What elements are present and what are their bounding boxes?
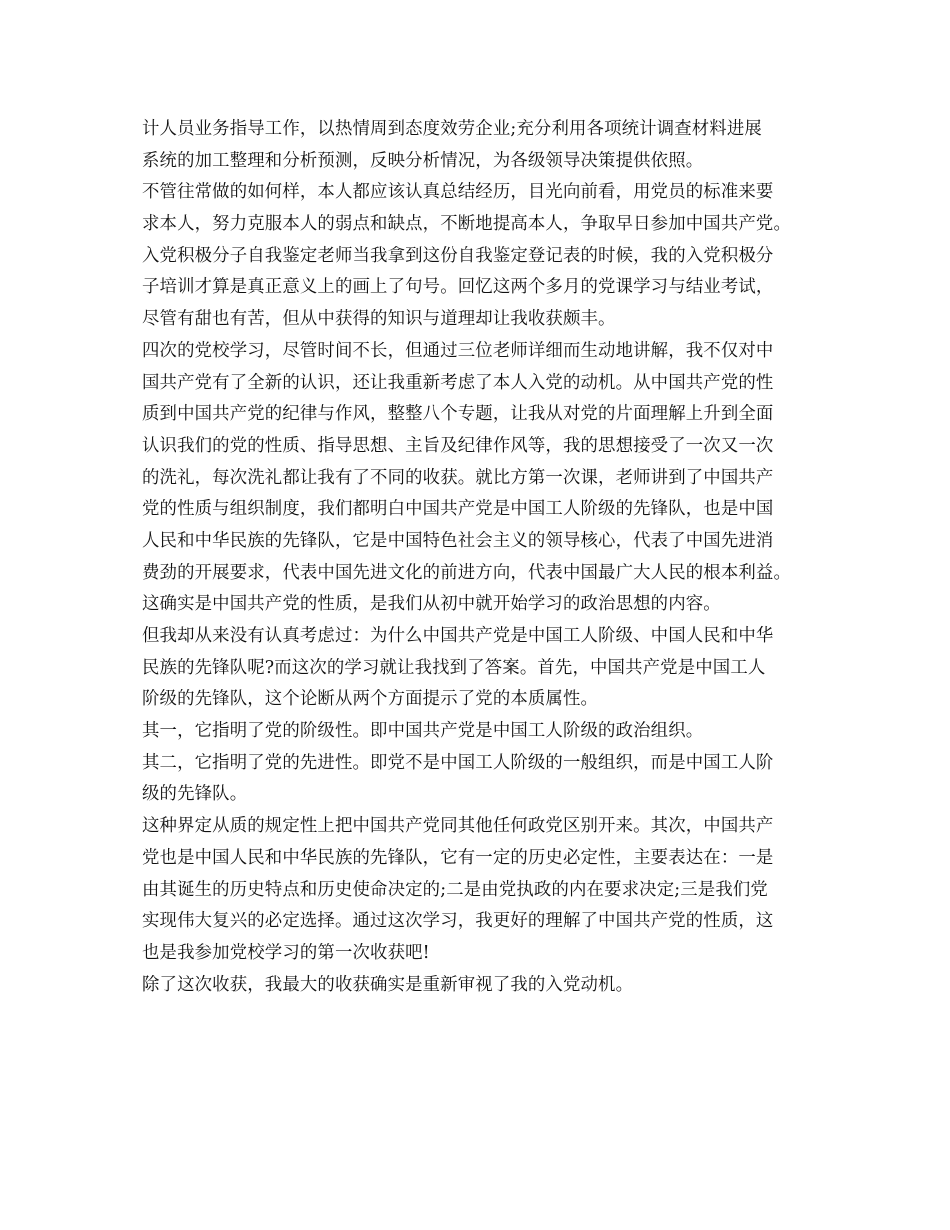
text-line: 不管往常做的如何样，本人都应该认真总结经历，目光向前看，用党员的标准来要	[142, 182, 774, 203]
text-line: 党也是中国人民和中华民族的先锋队，它有一定的历史必定性，主要表达在：一是	[142, 847, 774, 868]
text-line: 尽管有甜也有苦，但从中获得的知识与道理却让我收获颇丰。	[142, 309, 616, 330]
text-line: 其二，它指明了党的先进性。即党不是中国工人阶级的一般组织，而是中国工人阶	[142, 752, 774, 773]
text-line: 国共产党有了全新的认识，还让我重新考虑了本人入党的动机。从中国共产党的性	[142, 372, 774, 393]
text-line: 四次的党校学习，尽管时间不长，但通过三位老师详细而生动地讲解，我不仅对中	[142, 340, 774, 361]
text-line: 入党积极分子自我鉴定老师当我拿到这份自我鉴定登记表的时候，我的入党积极分	[142, 245, 774, 266]
text-line: 实现伟大复兴的必定选择。通过这次学习，我更好的理解了中国共产党的性质，这	[142, 911, 774, 932]
text-line: 费劲的开展要求，代表中国先进文化的前进方向，代表中国最广大人民的根本利益。	[142, 562, 792, 583]
text-line: 人民和中华民族的先锋队，它是中国特色社会主义的领导核心，代表了中国先进消	[142, 530, 774, 551]
text-line: 这种界定从质的规定性上把中国共产党同其他任何政党区别开来。其次，中国共产	[142, 816, 774, 837]
text-line: 党的性质与组织制度，我们都明白中国共产党是中国工人阶级的先锋队，也是中国	[142, 499, 774, 520]
text-line: 级的先锋队。	[142, 784, 248, 805]
text-line: 其一，它指明了党的阶级性。即中国共产党是中国工人阶级的政治组织。	[142, 721, 704, 742]
text-line: 计人员业务指导工作，以热情周到态度效劳企业;充分利用各项统计调查材料进展	[142, 119, 762, 139]
text-line: 民族的先锋队呢?而这次的学习就让我找到了答案。首先，中国共产党是中国工人	[142, 657, 766, 678]
text-line: 子培训才算是真正意义上的画上了句号。回忆这两个多月的党课学习与结业考试，	[142, 277, 774, 298]
text-line: 但我却从来没有认真考虑过：为什么中国共产党是中国工人阶级、中国人民和中华	[142, 626, 774, 646]
text-line: 求本人，努力克服本人的弱点和缺点，不断地提高本人，争取早日参加中国共产党。	[142, 214, 792, 235]
document-body	[142, 114, 832, 1001]
text-line: 除了这次收获，我最大的收获确实是重新审视了我的入党动机。	[142, 974, 634, 995]
text-line: 质到中国共产党的纪律与作风，整整八个专题，让我从对党的片面理解上升到全面	[142, 404, 774, 425]
text-line: 这确实是中国共产党的性质，是我们从初中就开始学习的政治思想的内容。	[142, 594, 721, 615]
text-line: 系统的加工整理和分析预测，反映分析情况，为各级领导决策提供依照。	[142, 150, 704, 171]
text-line: 阶级的先锋队，这个论断从两个方面提示了党的本质属性。	[142, 689, 599, 710]
text-line: 也是我参加党校学习的第一次收获吧!	[142, 942, 430, 963]
text-line: 的洗礼，每次洗礼都让我有了不同的收获。就比方第一次课，老师讲到了中国共产	[142, 467, 774, 488]
text-line: 认识我们的党的性质、指导思想、主旨及纪律作风等，我的思想接受了一次又一次	[142, 435, 774, 456]
text-line: 由其诞生的历史特点和历史使命决定的;二是由党执政的内在要求决定;三是我们党	[142, 879, 768, 900]
